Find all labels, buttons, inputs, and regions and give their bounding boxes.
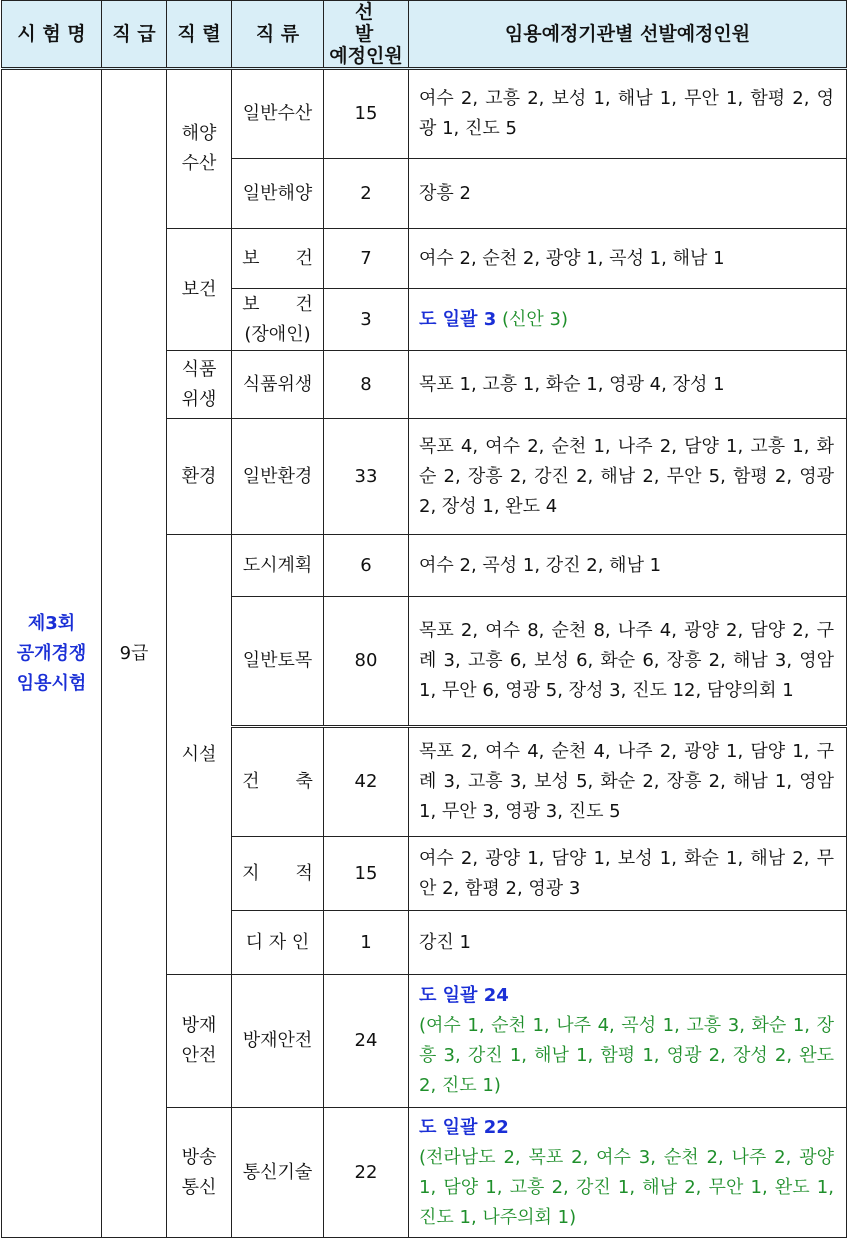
- series-disaster-line2: 안전: [181, 1045, 217, 1066]
- count-cell: 15: [324, 69, 409, 159]
- header-selection-line2: 예정인원: [329, 45, 403, 67]
- count-cell: 80: [324, 597, 409, 727]
- recruitment-table: [1, 0, 847, 1238]
- exam-name-cell: [2, 69, 102, 1238]
- count-cell: 24: [324, 975, 409, 1108]
- header-grade: 직 급: [102, 1, 167, 69]
- agencies-cell: 목포 4, 여수 2, 순천 1, 나주 2, 담양 1, 고흥 1, 화순 2, 장흥 2, 강진 2, 해남 2, 무안 5, 함평 2, 영광 2, 장성 1, 완도 4: [409, 419, 847, 535]
- count-cell: 7: [324, 229, 409, 289]
- count-cell: 22: [324, 1108, 409, 1238]
- agencies-cell: 여수 2, 곡성 1, 강진 2, 해남 1: [409, 535, 847, 597]
- bulk-detail: (전라남도 2, 목포 2, 여수 3, 순천 2, 나주 2, 광양 1, 담양 1, 고흥 2, 강진 1, 해남 2, 무안 1, 완도 1, 진도 1, 나주의회 1): [419, 1146, 834, 1228]
- agencies-cell: 목포 2, 여수 8, 순천 8, 나주 4, 광양 2, 담양 2, 구례 3, 고흥 6, 보성 6, 화순 6, 장흥 2, 해남 3, 영암 1, 무안 6, 영광 5, 장성 3, 진도 12, 담양의회 1: [409, 597, 847, 727]
- agencies-cell: 목포 2, 여수 4, 순천 4, 나주 2, 광양 1, 담양 1, 구례 3, 고흥 3, 보성 5, 화순 2, 장흥 2, 해남 1, 영암 1, 무안 3, 영광 3, 진도 5: [409, 727, 847, 837]
- bulk-label: 도 일괄 24: [419, 985, 509, 1006]
- header-agencies: 임용예정기관별 선발예정인원: [409, 1, 847, 69]
- header-selection-count: [324, 1, 409, 69]
- count-cell: 8: [324, 351, 409, 419]
- category-cell: 지 적: [232, 837, 324, 911]
- agencies-cell: 여수 2, 고흥 2, 보성 1, 해남 1, 무안 1, 함평 2, 영광 1, 진도 5: [409, 69, 847, 159]
- count-cell: 2: [324, 159, 409, 229]
- series-broadcast-line1: 방송: [181, 1146, 217, 1168]
- series-food-line2: 위생: [181, 388, 217, 410]
- agencies-cell: 장흥 2: [409, 159, 847, 229]
- header-series: 직 렬: [167, 1, 232, 69]
- category-cell: 일반환경: [232, 419, 324, 535]
- series-food-line1: 식품: [181, 358, 217, 380]
- exam-name-line3: 임용시험: [16, 672, 87, 694]
- series-env: 환경: [167, 419, 232, 535]
- category-cell: 통신기술: [232, 1108, 324, 1238]
- agencies-cell: 강진 1: [409, 911, 847, 975]
- series-marine: [167, 69, 232, 229]
- bulk-label: 도 일괄 3: [419, 308, 497, 330]
- bulk-label: 도 일괄 22: [419, 1116, 509, 1138]
- header-exam: 시 험 명: [2, 1, 102, 69]
- category-cell: 보 건: [232, 229, 324, 289]
- category-cell: 일반해양: [232, 159, 324, 229]
- series-broadcast-line2: 통신: [181, 1176, 217, 1198]
- series-marine-line2: 수산: [181, 153, 217, 174]
- series-facility: 시설: [167, 535, 232, 975]
- agencies-cell: [409, 1108, 847, 1238]
- exam-name-line1: 제3회: [27, 612, 76, 634]
- count-cell: 1: [324, 911, 409, 975]
- agencies-cell: [409, 975, 847, 1108]
- agencies-cell: 여수 2, 광양 1, 담양 1, 보성 1, 화순 1, 해남 2, 무안 2, 함평 2, 영광 3: [409, 837, 847, 911]
- series-health: 보건: [167, 229, 232, 351]
- exam-name-line2: 공개경쟁: [16, 642, 87, 664]
- category-cell: 일반수산: [232, 69, 324, 159]
- count-cell: 33: [324, 419, 409, 535]
- count-cell: 15: [324, 837, 409, 911]
- count-cell: 3: [324, 289, 409, 351]
- category-cell: 일반토목: [232, 597, 324, 727]
- agencies-cell: [409, 289, 847, 351]
- count-cell: 42: [324, 727, 409, 837]
- series-disaster-line1: 방재: [181, 1015, 217, 1036]
- category-line2: (장애인): [244, 323, 311, 345]
- category-cell: 방재안전: [232, 975, 324, 1108]
- agencies-cell: 목포 1, 고흥 1, 화순 1, 영광 4, 장성 1: [409, 351, 847, 419]
- bulk-detail: (신안 3): [501, 308, 568, 330]
- category-cell: [232, 289, 324, 351]
- series-food: [167, 351, 232, 419]
- agencies-cell: 여수 2, 순천 2, 광양 1, 곡성 1, 해남 1: [409, 229, 847, 289]
- grade-cell: 9급: [102, 69, 167, 1238]
- series-broadcast: [167, 1108, 232, 1238]
- category-cell: 디 자 인: [232, 911, 324, 975]
- category-cell: 도시계획: [232, 535, 324, 597]
- table-row: [2, 69, 847, 159]
- category-cell: 건 축: [232, 727, 324, 837]
- category-cell: 식품위생: [232, 351, 324, 419]
- header-selection-line1: 선 발: [354, 1, 392, 45]
- bulk-detail: (여수 1, 순천 1, 나주 4, 곡성 1, 고흥 3, 화순 1, 장흥 3, 강진 1, 해남 1, 함평 1, 영광 2, 장성 2, 완도 2, 진도 1): [419, 1015, 834, 1096]
- series-disaster: [167, 975, 232, 1108]
- header-category: 직 류: [232, 1, 324, 69]
- count-cell: 6: [324, 535, 409, 597]
- series-marine-line1: 해양: [181, 123, 217, 144]
- category-line1: 보 건: [242, 293, 313, 315]
